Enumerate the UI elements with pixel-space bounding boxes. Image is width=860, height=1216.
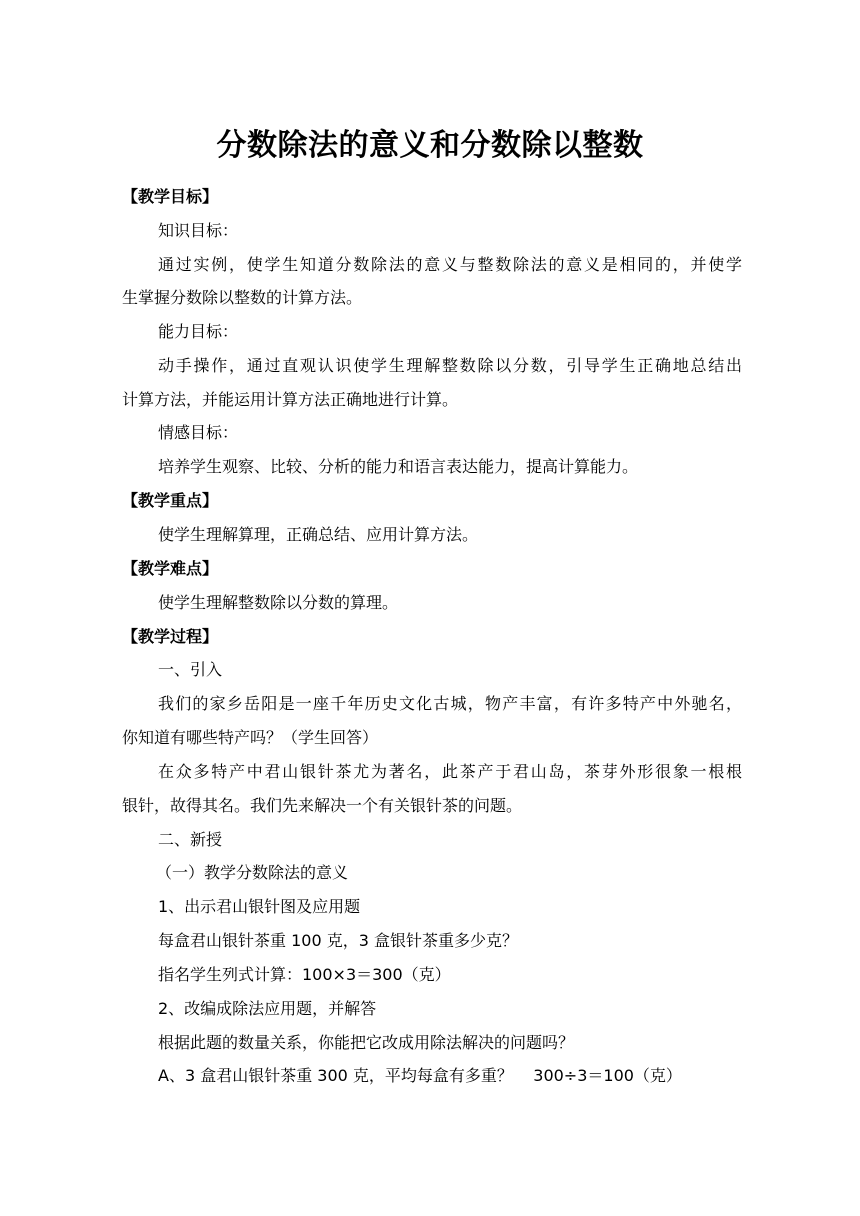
paragraph-line: 一、引入 — [158, 660, 223, 679]
paragraph-line: 通过实例，使学生知道分数除法的意义与整数除法的意义是相同的，并使学 — [158, 255, 742, 274]
section-heading-key-points: 【教学重点】 — [122, 491, 219, 510]
paragraph-line: 计算方法，并能运用计算方法正确地进行计算。 — [122, 390, 459, 409]
section-heading-process: 【教学过程】 — [122, 627, 219, 646]
paragraph-line: 知识目标： — [158, 221, 239, 240]
section-heading-difficulties: 【教学难点】 — [122, 559, 219, 578]
paragraph-line: 2、改编成除法应用题，并解答 — [158, 999, 377, 1018]
paragraph-line: 我们的家乡岳阳是一座千年历史文化古城，物产丰富，有许多特产中外驰名， — [158, 694, 742, 713]
paragraph-line: 指名学生列式计算：100×3＝300（克） — [158, 965, 451, 984]
paragraph-line: 使学生理解整数除以分数的算理。 — [158, 593, 399, 612]
paragraph-line: 能力目标： — [158, 322, 239, 341]
paragraph-line: 银针，故得其名。我们先来解决一个有关银针茶的问题。 — [122, 796, 523, 815]
paragraph-line: （一）教学分数除法的意义 — [156, 863, 349, 882]
paragraph-line: 每盒君山银针茶重 100 克，3 盒银针茶重多少克？ — [158, 931, 518, 950]
paragraph-line: 生掌握分数除以整数的计算方法。 — [122, 288, 363, 307]
section-heading-teaching-goals: 【教学目标】 — [122, 187, 219, 206]
document-title: 分数除法的意义和分数除以整数 — [216, 128, 644, 163]
paragraph-line: A、3 盒君山银针茶重 300 克，平均每盒有多重？ 300÷3＝100（克） — [158, 1066, 682, 1085]
paragraph-line: 在众多特产中君山银针茶尤为著名，此茶产于君山岛，茶芽外形很象一根根 — [158, 762, 742, 781]
paragraph-line: 使学生理解算理，正确总结、应用计算方法。 — [158, 525, 479, 544]
paragraph-line: 二、新授 — [158, 830, 223, 849]
paragraph-line: 情感目标： — [158, 423, 239, 442]
paragraph-line: 1、出示君山银针图及应用题 — [158, 897, 361, 916]
paragraph-line: 动手操作，通过直观认识使学生理解整数除以分数，引导学生正确地总结出 — [158, 356, 742, 375]
paragraph-line: 培养学生观察、比较、分析的能力和语言表达能力，提高计算能力。 — [158, 457, 639, 476]
paragraph-line: 根据此题的数量关系，你能把它改成用除法解决的问题吗？ — [158, 1033, 575, 1052]
paragraph-line: 你知道有哪些特产吗？（学生回答） — [122, 728, 379, 747]
